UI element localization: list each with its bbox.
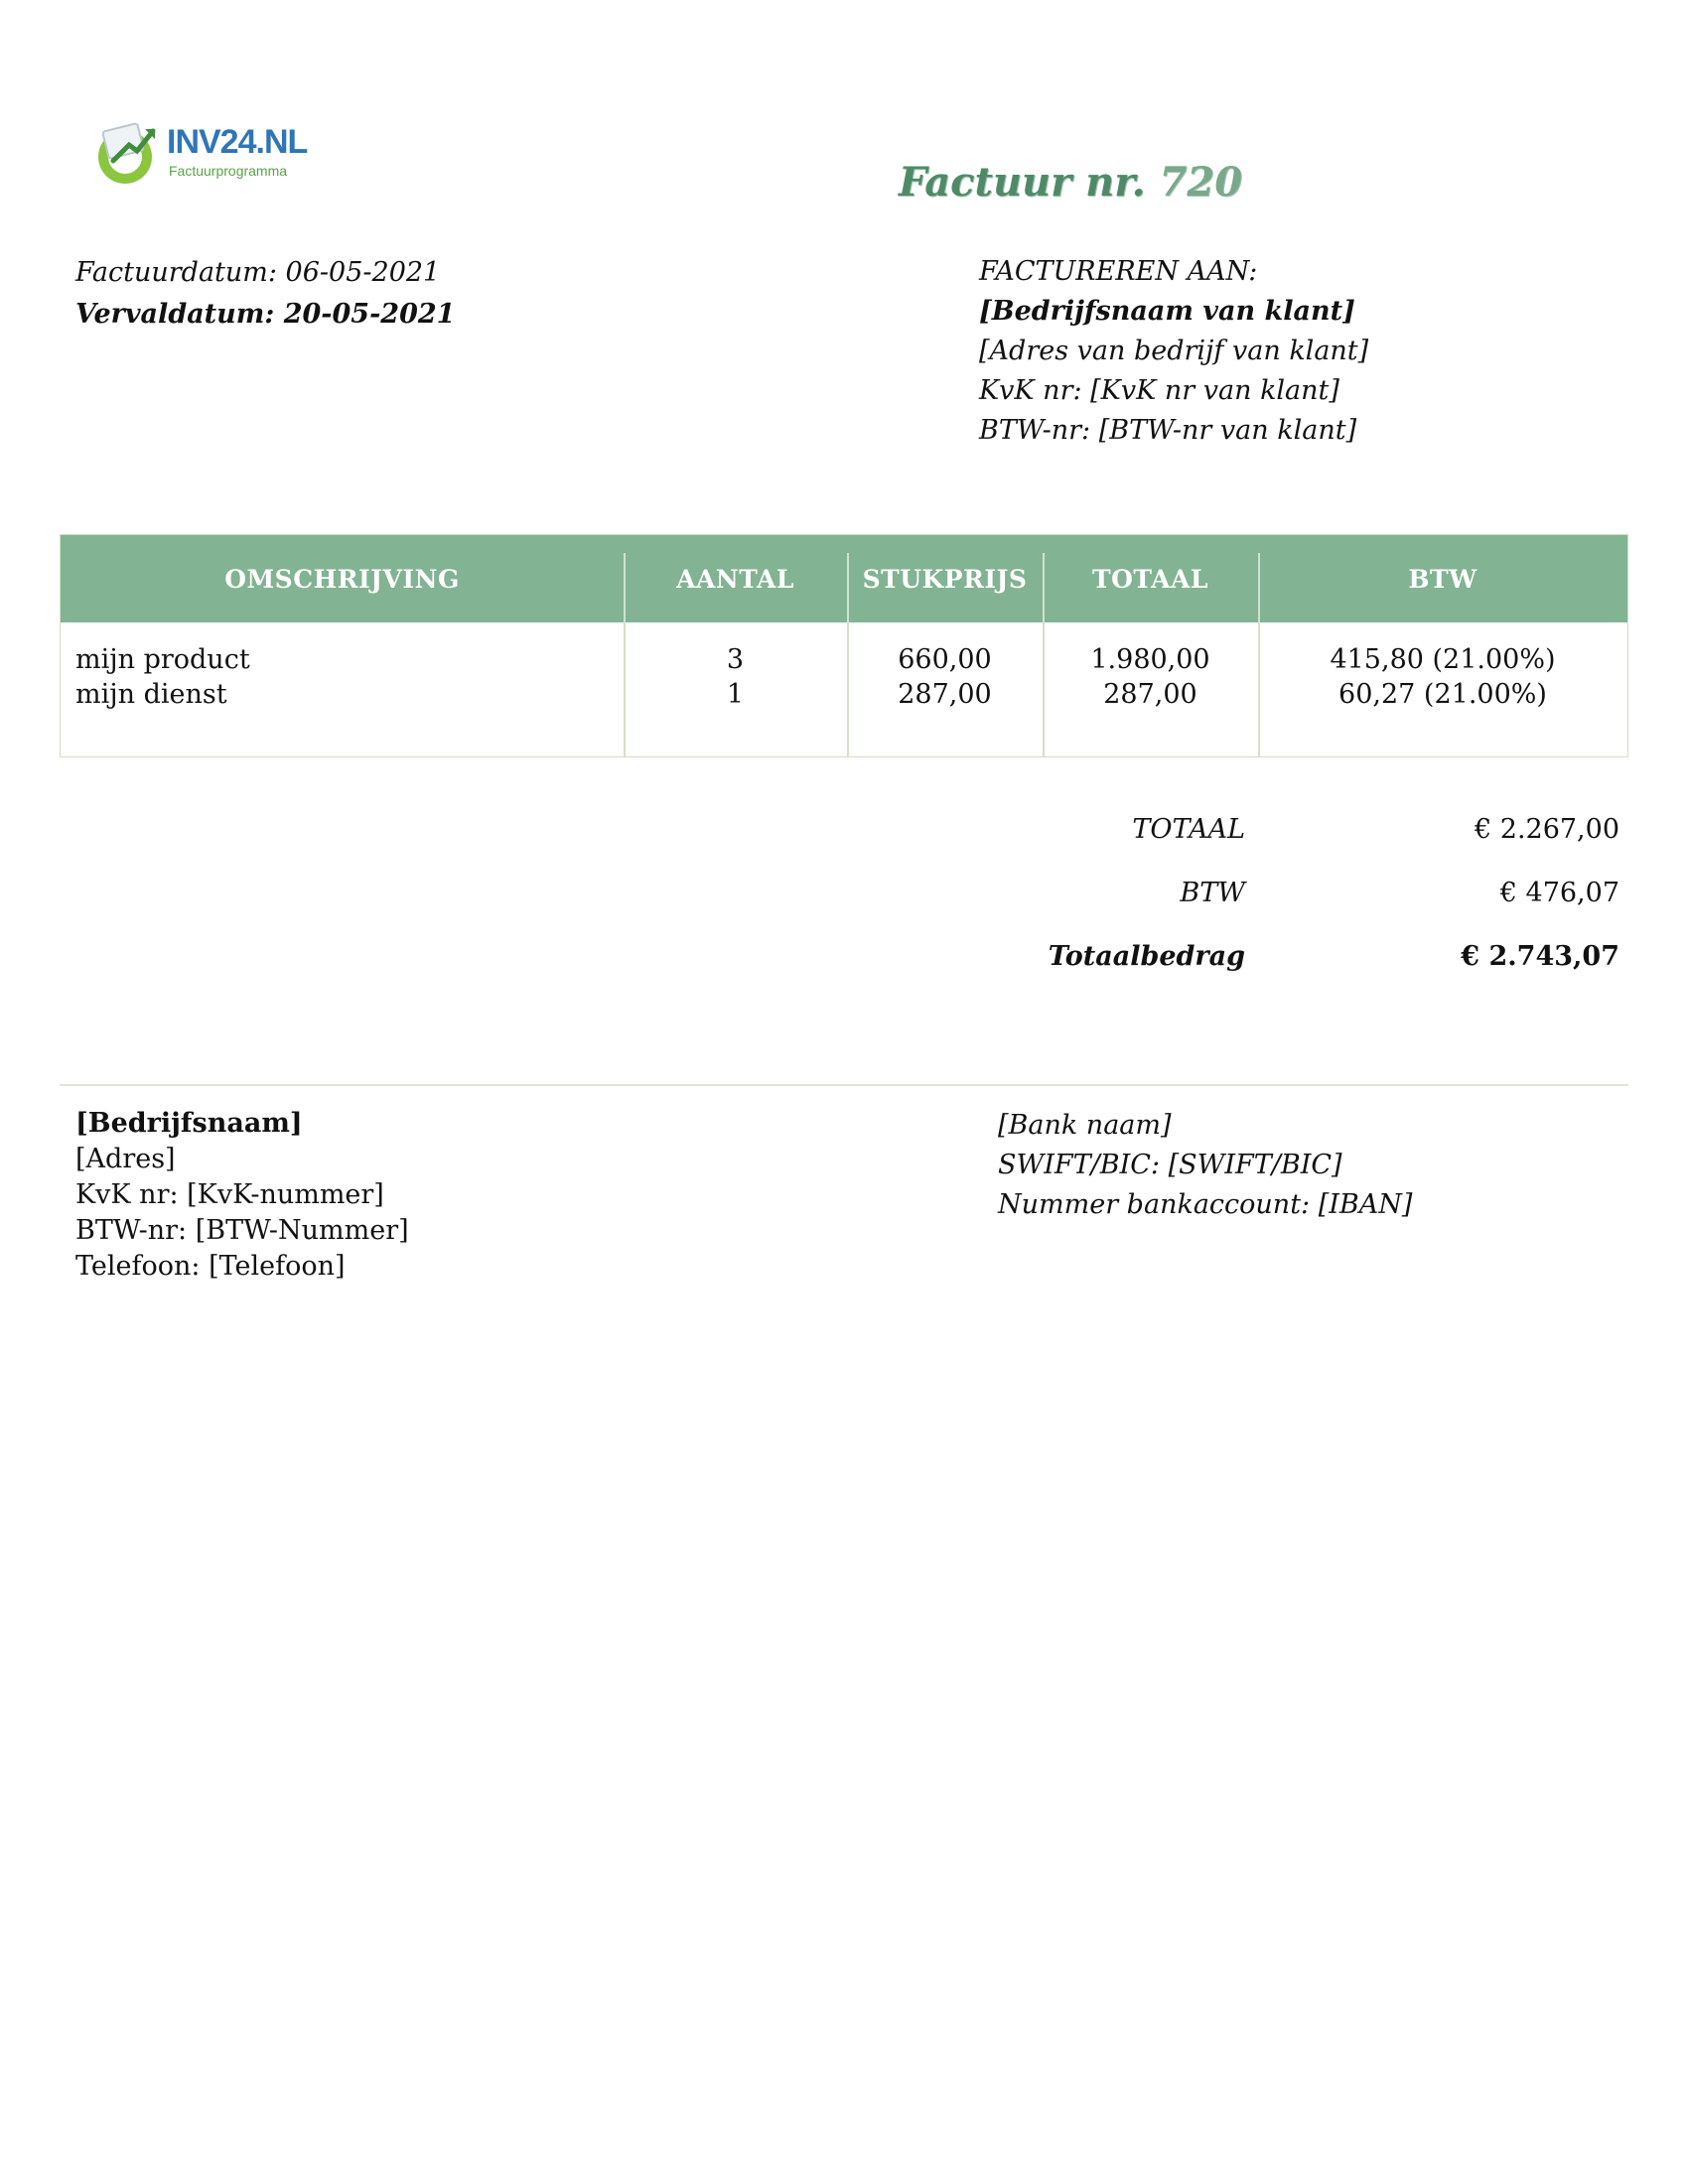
company-kvk: KvK nr: [KvK-nummer] [75, 1179, 384, 1210]
col-header-quantity: AANTAL [676, 564, 794, 594]
grand-total-value: € 2.743,07 [1461, 941, 1619, 972]
bill-to-btw: BTW-nr: [BTW-nr van klant] [979, 415, 1357, 446]
invoice-number: 720 [1159, 159, 1243, 205]
bill-to-block [979, 252, 1368, 451]
invoice-title-prefix: Factuur nr. [899, 159, 1146, 205]
company-name: [Bedrijfsnaam] [75, 1108, 303, 1139]
row-2-vat: 60,27 (21.00%) [1338, 679, 1547, 710]
row-1-quantity: 3 [726, 644, 745, 675]
bill-to-address: [Adres van bedrijf van klant] [979, 336, 1369, 366]
bank-iban: Nummer bankaccount: [IBAN] [998, 1189, 1413, 1220]
bill-to-kvk: KvK nr: [KvK nr van klant] [979, 375, 1339, 406]
company-address: [Adres] [75, 1144, 176, 1174]
invoice-dates [75, 252, 455, 336]
col-header-unit-price: STUKPRIJS [862, 564, 1028, 594]
bill-to-heading: FACTUREREN AAN: [979, 256, 1258, 287]
col-header-vat: BTW [1408, 564, 1477, 594]
bank-name: [Bank naam] [998, 1110, 1172, 1141]
bank-swift: SWIFT/BIC: [SWIFT/BIC] [998, 1150, 1342, 1180]
row-1-description: mijn product [75, 644, 250, 675]
row-1-vat: 415,80 (21.00%) [1330, 644, 1556, 675]
due-date: Vervaldatum: 20-05-2021 [75, 299, 456, 330]
bank-info [998, 1106, 1412, 1225]
bill-to-name: [Bedrijfsnaam van klant] [979, 296, 1355, 327]
grand-total-label: Totaalbedrag [1048, 941, 1245, 972]
col-header-description: OMSCHRIJVING [224, 564, 460, 594]
vat-total-value: € 476,07 [1499, 878, 1619, 908]
header-divider [847, 553, 849, 622]
items-table [60, 534, 1628, 757]
row-2-total: 287,00 [1103, 679, 1197, 710]
header-divider [624, 553, 626, 622]
row-2-unit-price: 287,00 [898, 679, 992, 710]
subtotal-value: € 2.267,00 [1475, 814, 1619, 845]
header-divider [1043, 553, 1045, 622]
footer-divider [60, 1084, 1628, 1086]
header-divider [1258, 553, 1260, 622]
company-btw: BTW-nr: [BTW-Nummer] [75, 1215, 409, 1246]
invoice-title [899, 159, 1242, 205]
vat-total-label: BTW [1180, 878, 1245, 908]
company-info [75, 1106, 409, 1285]
row-1-unit-price: 660,00 [898, 644, 992, 675]
row-1-total: 1.980,00 [1090, 644, 1210, 675]
table-header [61, 535, 1627, 622]
company-phone: Telefoon: [Telefoon] [75, 1251, 346, 1282]
invoice-date: Factuurdatum: 06-05-2021 [75, 257, 441, 288]
logo-subtitle: Factuurprogramma [169, 163, 288, 179]
logo-title: INV24.NL [167, 123, 308, 161]
subtotal-label: TOTAAL [1132, 814, 1245, 845]
logo-icon [91, 115, 163, 187]
col-header-total: TOTAAL [1092, 564, 1208, 594]
company-logo [91, 111, 350, 191]
row-2-quantity: 1 [726, 679, 745, 710]
row-2-description: mijn dienst [75, 679, 227, 710]
